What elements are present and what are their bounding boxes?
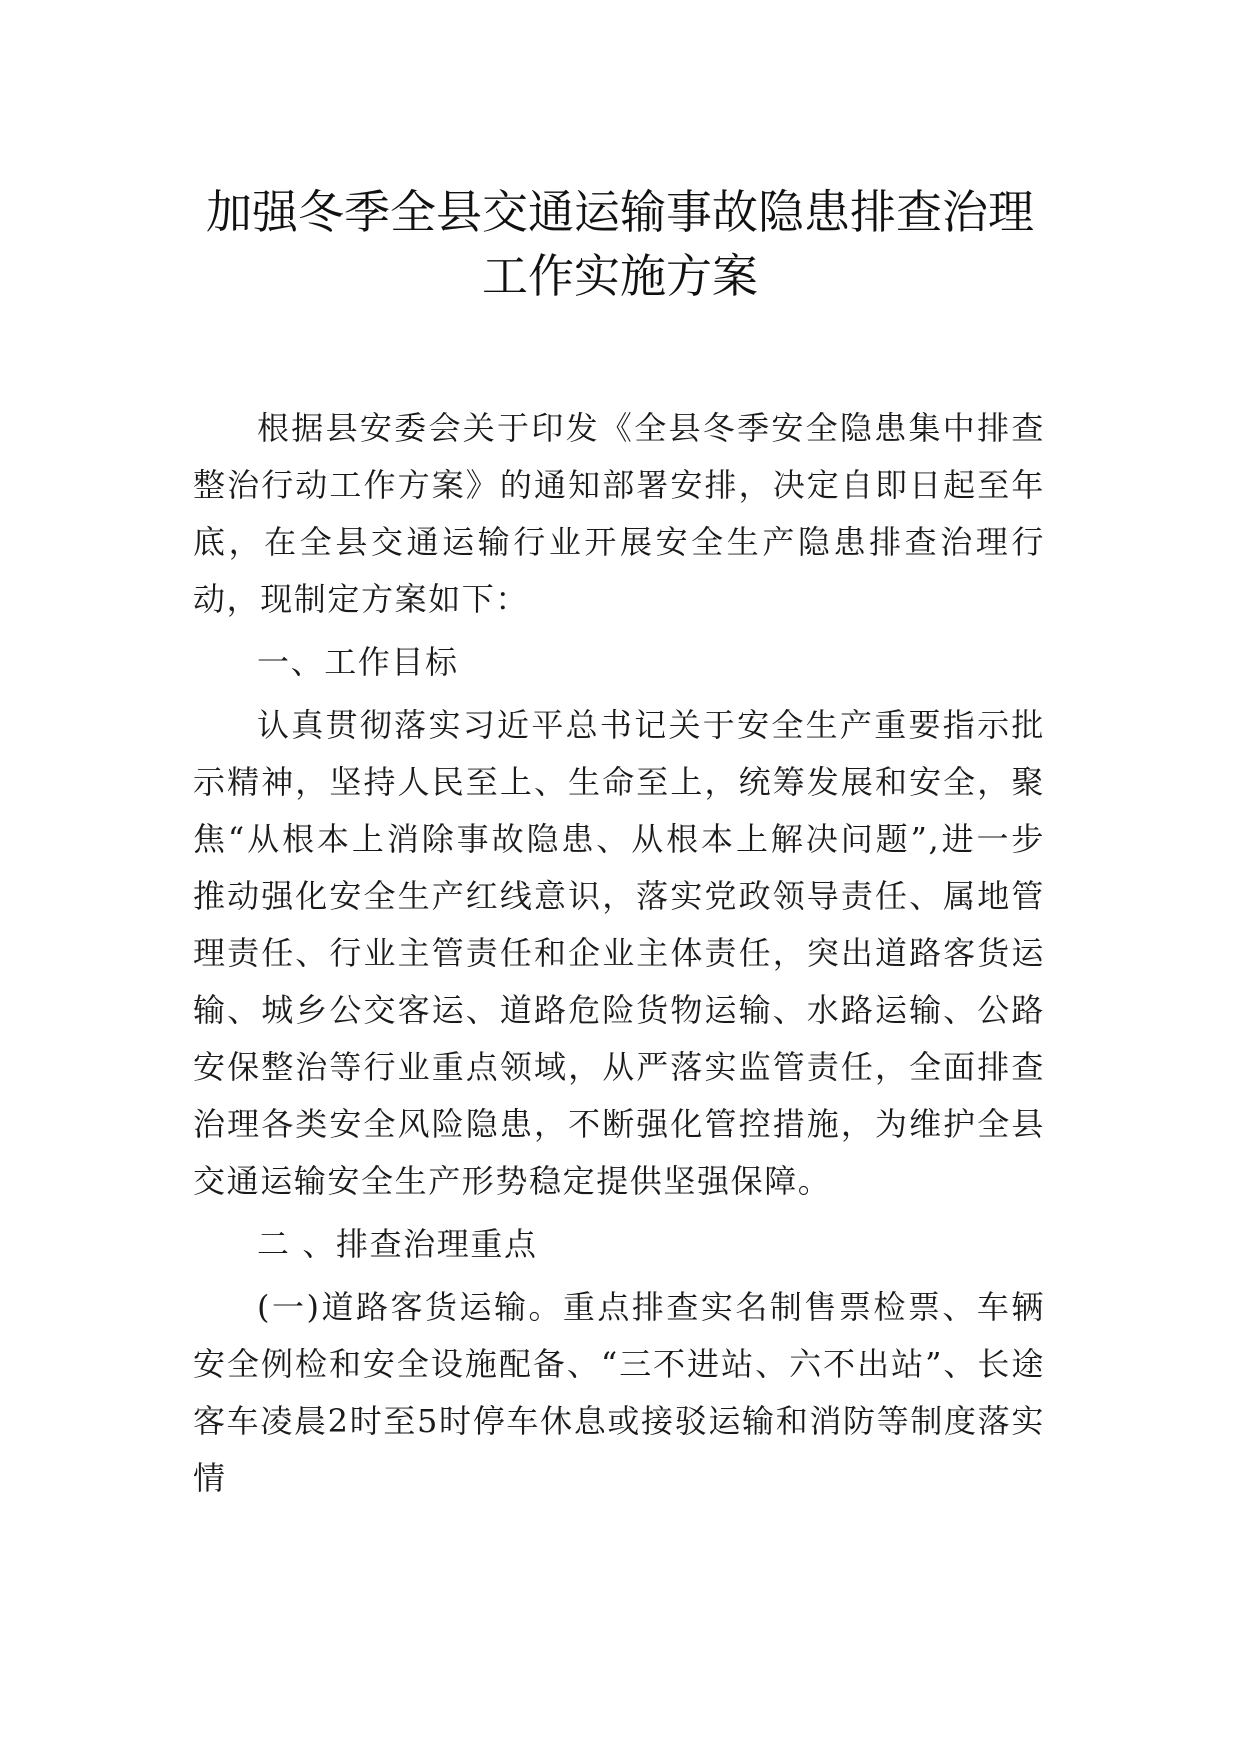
focus-paragraph-road-transport: (一)道路客货运输。重点排查实名制售票检票、车辆安全例检和安全设施配备、“三不进站、六不出站”、长途客车凌晨2时至5时停车休息或接驳运输和消防等制度落实情 (193, 1288, 1045, 1497)
goals-paragraph: 认真贯彻落实习近平总书记关于安全生产重要指示批示精神，坚持人民至上、生命至上，统筹发展和安全，聚焦“从根本上消除事故隐患、从根本上解决问题”,进一步推动强化安全生产红线意识，落实党政领导责任、属地管理责任、行业主管责任和企业主体责任，突出道路客货运输、城乡公交客运、道路危险货物运输、水路运输、公路安保整治等行业重点领域，从严落实监管责任，全面排查治理各类安全风险隐患，不断强化管控措施，为维护全县交通运输安全生产形势稳定提供坚强保障。 (193, 706, 1045, 1200)
intro-paragraph: 根据县安委会关于印发《全县冬季安全隐患集中排查整治行动工作方案》的通知部署安排，决定自即日起至年底，在全县交通运输行业开展安全生产隐患排查治理行动，现制定方案如下： (193, 409, 1045, 618)
document-body (193, 400, 1045, 1507)
document-title-line-1: 加强冬季全县交通运输事故隐患排查治理 (206, 185, 1034, 239)
section-heading-focus: 二 、排查治理重点 (257, 1225, 538, 1263)
section-heading-goals: 一、工作目标 (257, 643, 459, 681)
document-title-line-2: 工作实施方案 (482, 249, 758, 303)
